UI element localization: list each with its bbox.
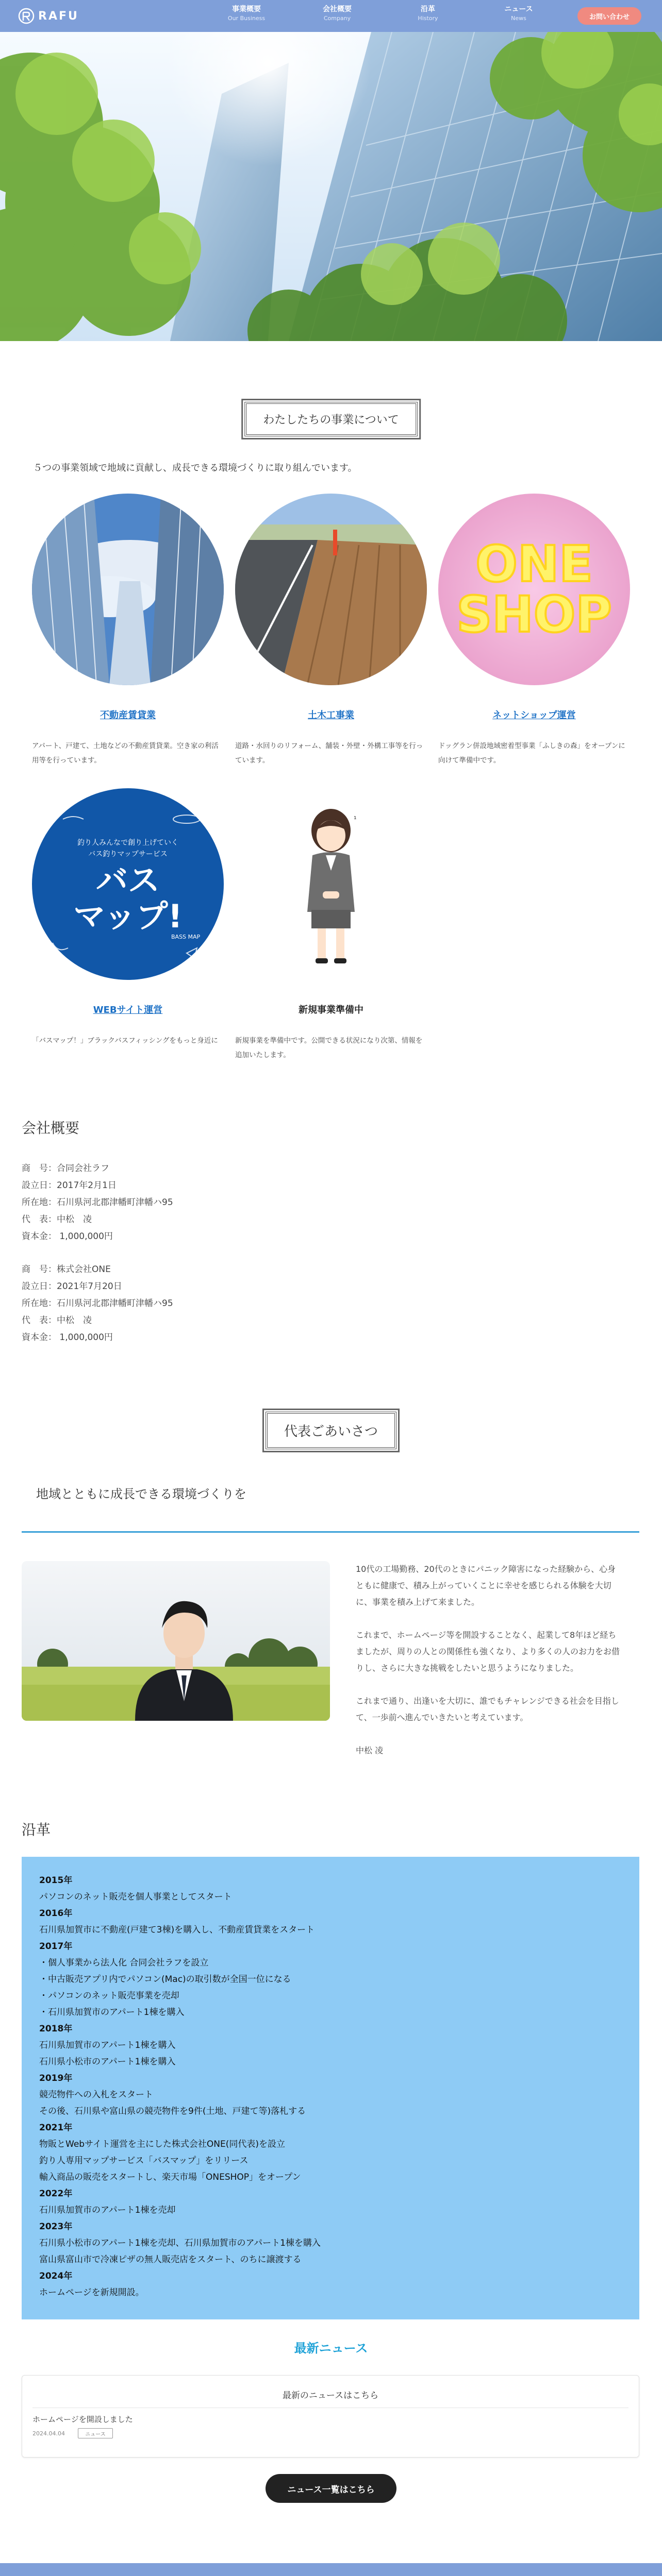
nav-label: 会社概要	[323, 5, 352, 13]
history-year: 2019年	[39, 2073, 73, 2083]
business-image-bassmap	[32, 788, 224, 980]
business-card-realestate	[32, 494, 224, 768]
history-event: その後、石川県や富山県の競売物件を9件(土地、戸建て等)落札する	[39, 2106, 306, 2116]
history-entry	[39, 2120, 622, 2185]
logo-icon	[18, 7, 35, 25]
history-year: 2022年	[39, 2189, 73, 2199]
business-title-new: 新規事業準備中	[299, 1005, 363, 1015]
oneshop-line1: ONE	[475, 535, 593, 593]
history-entry	[39, 2218, 622, 2268]
hero-image	[0, 32, 662, 341]
nav-item-business[interactable]	[216, 4, 277, 23]
history-year: 2016年	[39, 1908, 73, 1919]
company-founded: 設立日：2021年7月20日	[22, 1281, 122, 1292]
greeting-message	[356, 1561, 624, 1775]
news-heading: 最新ニュース	[294, 2341, 368, 2355]
nav-item-history[interactable]	[397, 4, 459, 23]
nav-sublabel: History	[418, 15, 438, 22]
company-capital: 資本金： 1,000,000円	[22, 1231, 113, 1242]
history-year: 2015年	[39, 1875, 73, 1886]
company-info-rafu	[22, 1160, 173, 1245]
history-event: ホームページを新規開設。	[39, 2287, 144, 2298]
history-event: パソコンのネット販売を個人事業としてスタート	[39, 1892, 232, 1902]
bassmap-tagline-2: バス釣りマップサービス	[88, 850, 168, 858]
business-image-road	[235, 494, 427, 685]
history-entry	[39, 2185, 622, 2218]
history-event: 輸入商品の販売をスタートし、楽天市場「ONESHOP」をオープン	[39, 2172, 301, 2182]
history-entry	[39, 1905, 622, 1938]
history-event: ・石川県加賀市のアパート1棟を購入	[39, 2007, 185, 2018]
bassmap-subtitle: BASS MAP	[171, 934, 201, 940]
business-card-new	[235, 788, 427, 1062]
nav-label: 沿革	[421, 5, 435, 13]
company-info-one	[22, 1261, 173, 1346]
business-desc-civil: 道路・水回りのリフォーム、舗装・外壁・外構工事等を行っています。	[235, 742, 423, 765]
company-founded: 設立日：2017年2月1日	[22, 1180, 117, 1191]
news-category-badge[interactable]: ニュース	[78, 2428, 113, 2438]
news-list-button[interactable]: ニュース一覧はこちら	[266, 2474, 396, 2503]
nav-label: ニュース	[504, 5, 533, 13]
bassmap-title-1: バス	[95, 861, 160, 899]
greeting-subheading: 地域とともに成長できる環境づくりを	[36, 1487, 246, 1501]
svg-text:₁: ₁	[354, 813, 357, 821]
site-header	[0, 0, 662, 32]
history-event: 石川県加賀市に不動産(戸建て3棟)を購入し、不動産賃貸業をスタート	[39, 1925, 315, 1935]
history-event: 富山県富山市で冷凍ピザの無人販売店をスタート、のちに譲渡する	[39, 2255, 302, 2265]
business-card-civil	[235, 494, 427, 768]
nav-label: 事業概要	[232, 5, 261, 13]
business-image-buildings	[32, 494, 224, 685]
company-representative: 代 表：中松 凌	[22, 1214, 92, 1225]
business-image-oneshop	[438, 494, 630, 685]
history-event: 石川県小松市のアパート1棟を購入	[39, 2057, 176, 2067]
business-link-civil[interactable]: 土木工事業	[308, 710, 354, 721]
history-event: ・パソコンのネット販売事業を売却	[39, 1991, 179, 2001]
greeting-paragraph: これまで、ホームページ等を開設することなく、起業して8年ほど経ちましたが、周りの人との関係性も強くなり、より多くの人のお力をお借りし、さらに大きな挑戦をしたいと思うようになりました。	[356, 1630, 620, 1673]
business-desc-realestate: アパート、戸建て、土地などの不動産賃貸業。空き家の利活用等を行っています。	[32, 742, 219, 765]
history-event: 釣り人専用マップサービス「バスマップ」をリリース	[39, 2156, 249, 2166]
company-trade-name: 商 号：合同会社ラフ	[22, 1163, 109, 1174]
business-card-netshop	[438, 494, 630, 768]
hero-photo	[0, 32, 662, 341]
company-address: 所在地：石川県河北郡津幡町津幡ハ95	[22, 1298, 173, 1309]
company-capital: 資本金： 1,000,000円	[22, 1332, 113, 1343]
greeting-heading: 代表ごあいさつ	[266, 1412, 396, 1449]
bassmap-tagline-1: 釣り人みんなで創り上げていく	[77, 839, 178, 847]
business-card-web	[32, 788, 224, 1048]
history-entry	[39, 1938, 622, 2021]
history-year: 2017年	[39, 1941, 73, 1952]
history-event: 石川県加賀市のアパート1棟を購入	[39, 2040, 176, 2050]
company-address: 所在地：石川県河北郡津幡町津幡ハ95	[22, 1197, 173, 1208]
history-year: 2023年	[39, 2222, 73, 2232]
greeting-signature: 中松 凌	[356, 1745, 384, 1755]
business-link-realestate[interactable]: 不動産賃貸業	[100, 710, 156, 721]
history-year: 2018年	[39, 2024, 73, 2034]
contact-button[interactable]: お問い合わせ	[577, 7, 641, 25]
company-heading: 会社概要	[22, 1120, 80, 1137]
greeting-paragraph: これまで通り、出逢いを大切に、誰でもチャレンジできる社会を目指して、一歩前へ進んでいきたいと考えています。	[356, 1696, 619, 1722]
history-entry	[39, 2268, 622, 2301]
business-lead: ５つの事業領域で地域に貢献し、成長できる環境づくりに取り組んでいます。	[33, 463, 357, 473]
business-heading: わたしたちの事業について	[244, 402, 418, 436]
news-card	[22, 2375, 639, 2458]
greeting-paragraph: 10代の工場勤務、20代のときにパニック障害になった経験から、心身ともに健康で、積み上がっていくことに幸せを感じられる体験を大切に、事業を積み上げて来ました。	[356, 1564, 616, 1607]
business-image-bowing-person	[235, 788, 427, 980]
history-year: 2024年	[39, 2271, 73, 2281]
business-desc-netshop: ドッグラン併設地域密着型事業「ふしきの森」をオープンに向けて準備中です。	[438, 742, 625, 765]
history-timeline	[22, 1857, 639, 2319]
history-event: ・個人事業から法人化 合同会社ラフを設立	[39, 1958, 209, 1968]
history-event: 石川県小松市のアパート1棟を売却、石川県加賀市のアパート1棟を購入	[39, 2238, 321, 2248]
history-event: 物販とWebサイト運営を主にした株式会社ONE(同代表)を設立	[39, 2139, 285, 2149]
site-logo[interactable]	[18, 7, 79, 25]
history-event: ・中古販売アプリ内でパソコン(Mac)の取引数が全国一位になる	[39, 1974, 291, 1985]
history-event: 石川県加賀市のアパート1棟を売却	[39, 2205, 176, 2215]
nav-sublabel: Our Business	[227, 15, 266, 22]
history-entry	[39, 2021, 622, 2070]
bassmap-title-2: マップ!	[73, 897, 183, 935]
nav-item-company[interactable]	[306, 4, 368, 23]
company-trade-name: 商 号：株式会社ONE	[22, 1264, 111, 1275]
business-desc-web: 「バスマップ！」ブラックバスフィッシングをもっと身近に	[32, 1037, 218, 1045]
history-heading: 沿革	[22, 1821, 51, 1838]
business-link-web[interactable]: WEBサイト運営	[93, 1005, 163, 1015]
nav-sublabel: News	[511, 15, 526, 22]
company-representative: 代 表：中松 凌	[22, 1315, 92, 1326]
site-footer	[0, 2563, 662, 2576]
history-year: 2021年	[39, 2123, 73, 2133]
history-entry	[39, 2070, 622, 2120]
business-desc-new: 新規事業を準備中です。公開できる状況になり次第、情報を追加いたします。	[235, 1037, 423, 1059]
representative-photo	[22, 1561, 330, 1721]
business-link-netshop[interactable]: ネットショップ運営	[492, 710, 576, 721]
news-card-heading: 最新のニュースはこちら	[282, 2391, 379, 2401]
news-item-link[interactable]: ホームページを開設しました	[32, 2415, 133, 2424]
greeting-divider	[22, 1531, 639, 1533]
logo-text: RAFU	[38, 9, 79, 23]
history-event: 競売物件への入札をスタート	[39, 2090, 153, 2100]
nav-sublabel: Company	[323, 15, 351, 22]
history-entry	[39, 1872, 622, 1905]
nav-item-news[interactable]	[488, 4, 550, 23]
news-item-date: 2024.04.04	[32, 2430, 65, 2437]
oneshop-line2: SHOP	[456, 586, 612, 643]
